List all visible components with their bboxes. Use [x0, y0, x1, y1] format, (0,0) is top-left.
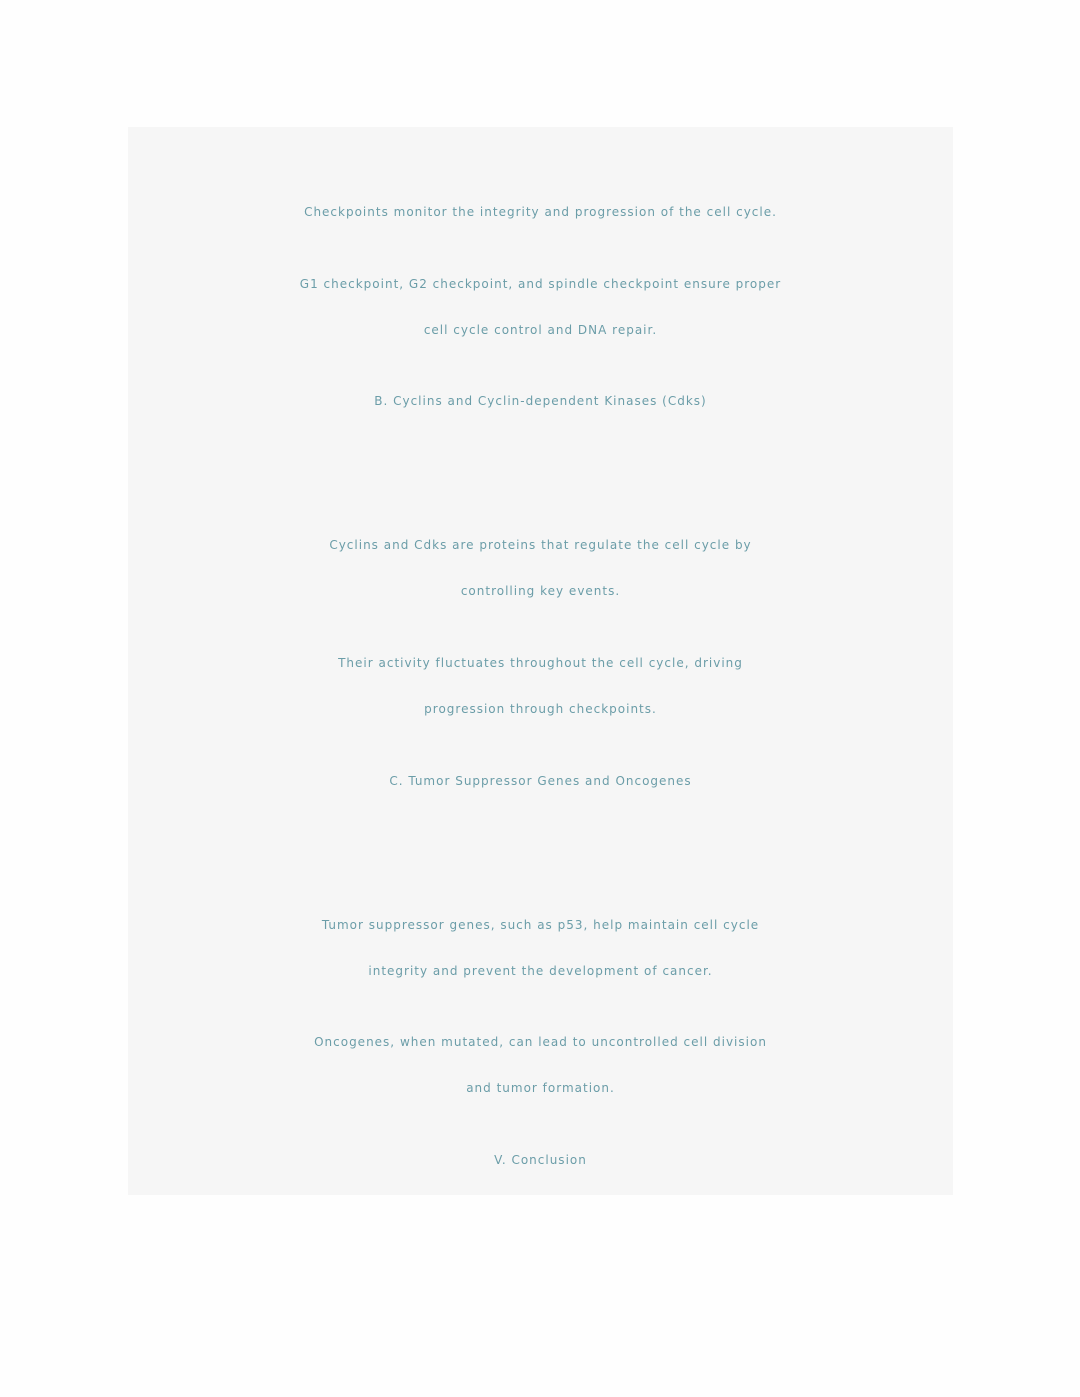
section-heading-v — [128, 1137, 953, 1183]
text-line: progression through checkpoints. — [424, 702, 657, 716]
text-line: Oncogenes, when mutated, can lead to uncontrolled cell division — [314, 1035, 767, 1049]
text-line: controlling key events. — [460, 584, 621, 598]
text-line: integrity and prevent the development of cancer. — [368, 964, 713, 978]
paragraph-checkpoints-intro — [128, 189, 953, 235]
text-line: Their activity fluctuates throughout the cell cycle, driving — [338, 656, 743, 670]
section-heading-c — [128, 758, 953, 804]
text-line: and tumor formation. — [466, 1081, 615, 1095]
paragraph-tumor-suppressors — [128, 902, 953, 994]
text-line: G1 checkpoint, G2 checkpoint, and spindle checkpoint ensure proper — [299, 277, 782, 291]
text-line: Cyclins and Cdks are proteins that regulate the cell cycle by — [329, 538, 752, 552]
heading-text: B. Cyclins and Cyclin-dependent Kinases (Cdks) — [374, 394, 707, 408]
text-line: cell cycle control and DNA repair. — [423, 323, 658, 337]
paragraph-checkpoints-types — [128, 261, 953, 353]
paragraph-cyclins-intro — [128, 522, 953, 614]
content-panel — [128, 127, 953, 1195]
section-heading-b — [128, 378, 953, 424]
heading-text: C. Tumor Suppressor Genes and Oncogenes — [389, 774, 692, 788]
heading-text: V. Conclusion — [494, 1153, 587, 1167]
paragraph-cyclins-activity — [128, 640, 953, 732]
text-line: Tumor suppressor genes, such as p53, help maintain cell cycle — [321, 918, 760, 932]
paragraph-oncogenes — [128, 1019, 953, 1111]
text-line: Checkpoints monitor the integrity and progression of the cell cycle. — [304, 205, 777, 219]
